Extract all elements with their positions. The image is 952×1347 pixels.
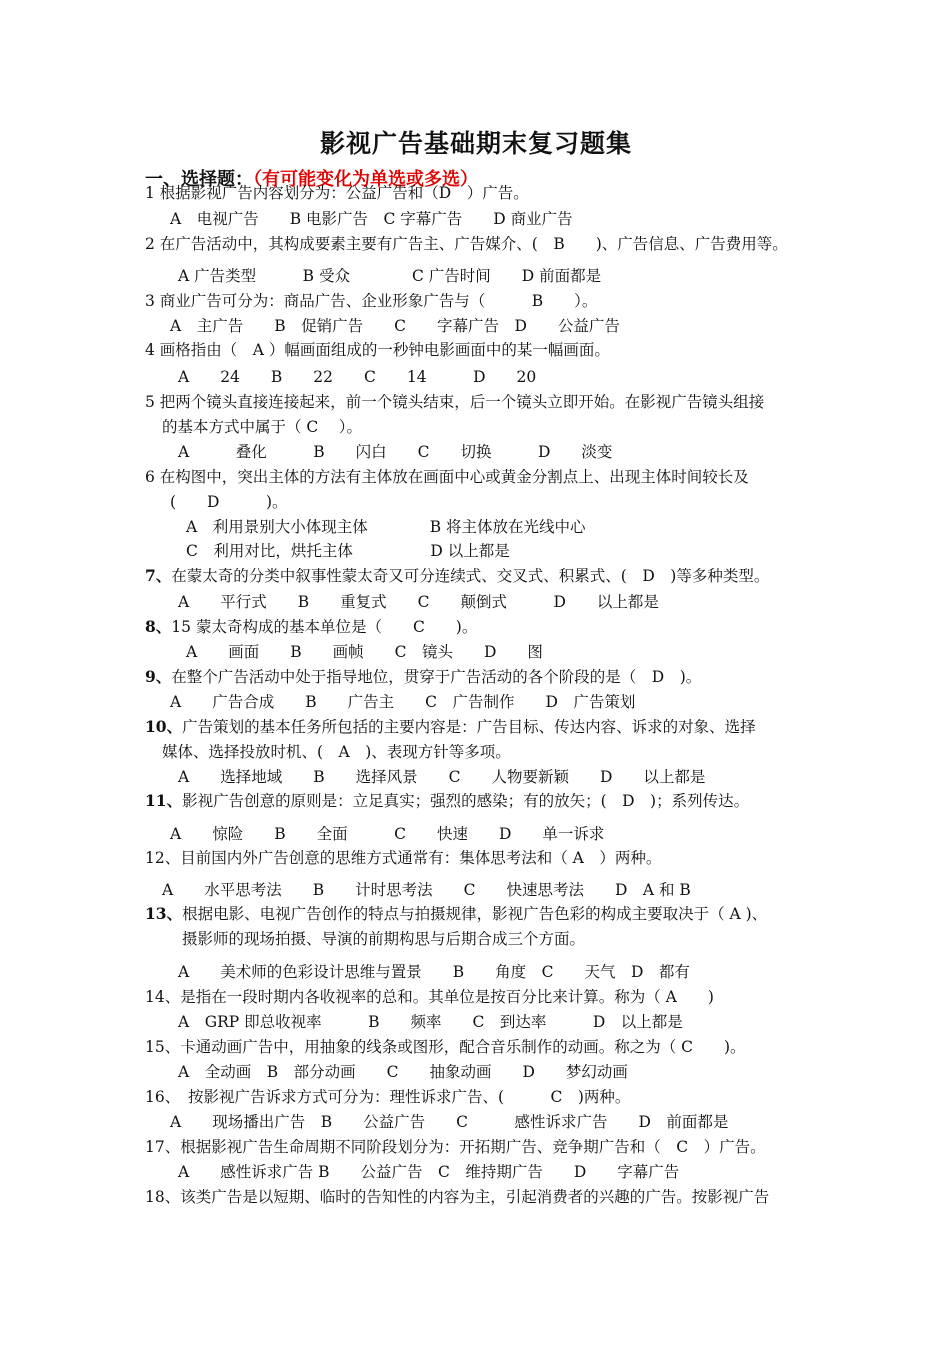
question-text: A 叠化 B 闪白 C 切换 D 淡变 — [178, 443, 613, 461]
question-line — [178, 1062, 628, 1082]
question-line — [170, 692, 635, 712]
question-line — [186, 642, 543, 662]
question-text: 根据电影、电视广告创作的特点与拍摄规律，影视广告色彩的构成主要取决于（ A )、 — [182, 905, 768, 923]
question-text: 的基本方式中属于（ C ）。 — [162, 418, 362, 436]
question-number: 11、 — [145, 791, 183, 810]
question-line — [186, 541, 510, 561]
question-line — [145, 848, 661, 868]
question-line — [145, 987, 714, 1007]
question-text: A 电视广告 B 电影广告 C 字幕广告 D 商业广告 — [170, 210, 573, 228]
question-text: A 24 B 22 C 14 D 20 — [178, 368, 537, 386]
question-text: A GRP 即总收视率 B 频率 C 到达率 D 以上都是 — [178, 1013, 683, 1031]
question-line — [145, 717, 756, 737]
question-line — [182, 929, 585, 949]
question-text: A 全动画 B 部分动画 C 抽象动画 D 梦幻动画 — [178, 1063, 628, 1081]
question-text: 17、根据影视广告生命周期不同阶段划分为：开拓期广告、竞争期广告和（ C ）广告。 — [145, 1138, 766, 1156]
question-line — [170, 1112, 728, 1132]
question-text: A 广告合成 B 广告主 C 广告制作 D 广告策划 — [170, 693, 636, 711]
question-line — [186, 517, 586, 537]
question-text: ( D )。 — [170, 493, 288, 511]
question-line — [178, 1012, 683, 1032]
question-text: A 主广告 B 促销广告 C 字幕广告 D 公益广告 — [170, 317, 620, 335]
question-number: 10、 — [145, 717, 183, 736]
question-text: 广告策划的基本任务所包括的主要内容是：广告目标、传达内容、诉求的对象、选择 — [182, 718, 756, 736]
question-text: 在蒙太奇的分类中叙事性蒙太奇又可分连续式、交叉式、积累式、( D )等多种类型。 — [171, 567, 770, 585]
question-line — [178, 367, 536, 387]
section-note: （有可能变化为单选或多选） — [253, 169, 478, 190]
question-line — [145, 667, 701, 687]
question-text: 2 在广告活动中，其构成要素主要有广告主、广告媒介、( B )、广告信息、广告费用等。 — [145, 235, 788, 253]
question-number: 13、 — [145, 904, 183, 923]
question-text: A 水平思考法 B 计时思考法 C 快速思考法 D A 和 B — [162, 881, 691, 899]
question-line — [178, 442, 612, 462]
section-label: 一、选择题： — [145, 169, 253, 190]
question-line — [162, 880, 691, 900]
question-line — [178, 962, 690, 982]
question-line — [170, 209, 573, 229]
question-text: A 现场播出广告 B 公益广告 C 感性诉求广告 D 前面都是 — [170, 1113, 729, 1131]
question-text: 15、卡通动画广告中，用抽象的线条或图形，配合音乐制作的动画。称之为（ C )。 — [145, 1038, 746, 1056]
question-text: 4 画格指由（ A ）幅画面组成的一秒钟电影画面中的某一幅画面。 — [145, 341, 610, 359]
question-text: A 画面 B 画帧 C 镜头 D 图 — [186, 643, 543, 661]
question-number: 7、 — [145, 566, 172, 585]
question-line — [170, 824, 604, 844]
question-text: 18、该类广告是以短期、临时的告知性的内容为主，引起消费者的兴趣的广告。按影视广告 — [145, 1188, 770, 1206]
question-text: 3 商业广告可分为：商品广告、企业形象广告与（ B ）。 — [145, 292, 598, 310]
question-text: 12、目前国内外广告创意的思维方式通常有：集体思考法和（ A ）两种。 — [145, 849, 662, 867]
question-text: C 利用对比，烘托主体 D 以上都是 — [186, 542, 510, 560]
question-line — [145, 566, 769, 586]
question-line — [145, 1187, 769, 1207]
question-line — [145, 1037, 746, 1057]
question-line — [145, 467, 749, 487]
question-line — [178, 767, 705, 787]
question-line — [162, 742, 511, 762]
question-line — [145, 1137, 766, 1157]
question-line — [145, 791, 749, 811]
question-text: 15 蒙太奇构成的基本单位是（ C )。 — [171, 618, 478, 636]
question-text: A 平行式 B 重复式 C 颠倒式 D 以上都是 — [178, 593, 659, 611]
question-line — [145, 1087, 630, 1107]
question-line — [178, 1162, 679, 1182]
question-line — [178, 592, 659, 612]
question-line — [178, 266, 601, 286]
question-number: 8、 — [145, 617, 172, 636]
question-line — [162, 417, 362, 437]
question-text: A 广告类型 B 受众 C 广告时间 D 前面都是 — [178, 267, 602, 285]
question-text: 14、是指在一段时期内各收视率的总和。其单位是按百分比来计算。称为（ A ) — [145, 988, 714, 1006]
question-text: 6 在构图中，突出主体的方法有主体放在画面中心或黄金分割点上、出现主体时间较长及 — [145, 468, 749, 486]
question-line — [145, 291, 597, 311]
question-number: 9、 — [145, 667, 172, 686]
question-line — [170, 316, 620, 336]
question-text: A 利用景别大小体现主体 B 将主体放在光线中心 — [186, 518, 586, 536]
question-text: A 选择地域 B 选择风景 C 人物要新颖 D 以上都是 — [178, 768, 706, 786]
question-text: 在整个广告活动中处于指导地位，贯穿于广告活动的各个阶段的是（ D )。 — [171, 668, 702, 686]
question-text: 1 根据影视广告内容划分为：公益广告和（D ）广告。 — [145, 184, 529, 202]
question-text: 摄影师的现场拍摄、导演的前期构思与后期合成三个方面。 — [182, 930, 586, 948]
question-text: 影视广告创意的原则是：立足真实；强烈的感染；有的放矢；( D )；系列传达。 — [182, 792, 750, 810]
question-line — [145, 183, 529, 203]
question-line — [145, 340, 610, 360]
document-title: 影视广告基础期末复习题集 — [319, 129, 632, 158]
question-text: A 惊险 B 全面 C 快速 D 单一诉求 — [170, 825, 605, 843]
question-text: 5 把两个镜头直接连接起来，前一个镜头结束，后一个镜头立即开始。在影视广告镜头组接 — [145, 393, 765, 411]
question-text: 媒体、选择投放时机、( A )、表现方针等多项。 — [162, 743, 511, 761]
question-line — [145, 617, 477, 637]
question-text: A 感性诉求广告 B 公益广告 C 维持期广告 D 字幕广告 — [178, 1163, 680, 1181]
question-line — [145, 234, 788, 254]
question-line — [145, 904, 767, 924]
question-line — [145, 392, 764, 412]
question-text: 16、 按影视广告诉求方式可分为：理性诉求广告、( C )两种。 — [145, 1088, 631, 1106]
question-text: A 美术师的色彩设计思维与置景 B 角度 C 天气 D 都有 — [178, 963, 690, 981]
question-line — [170, 492, 288, 512]
